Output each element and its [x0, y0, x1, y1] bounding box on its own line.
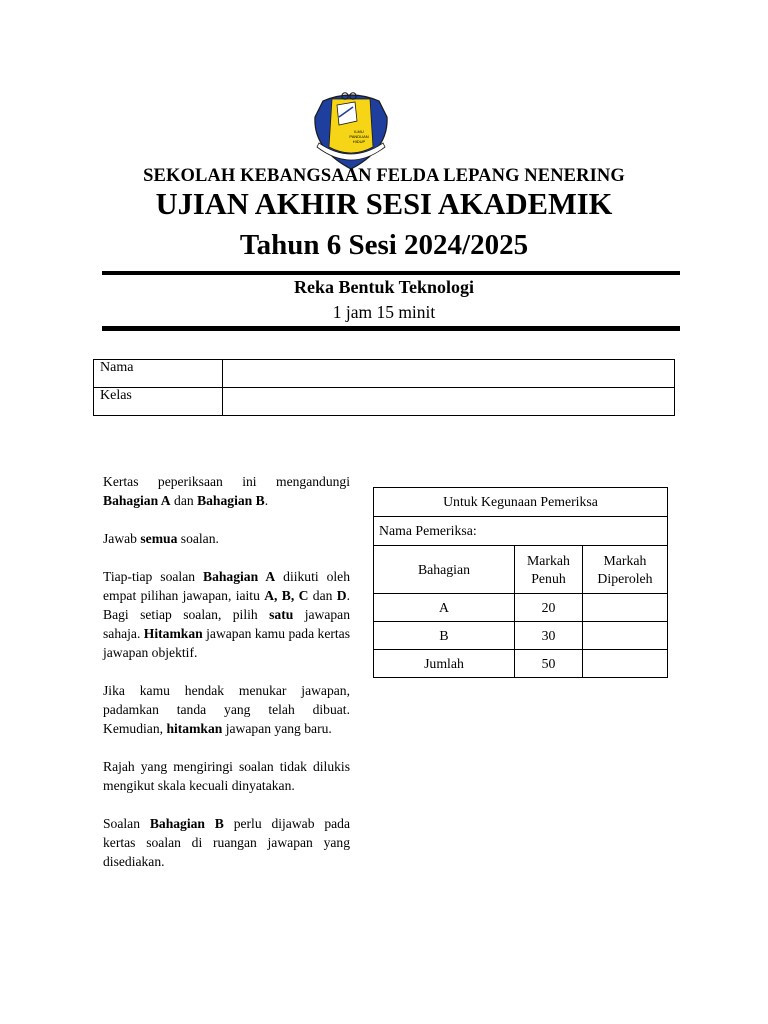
row-obtained-marks[interactable] [583, 594, 668, 622]
instruction-paragraph-3: Tiap-tiap soalan Bahagian A diikuti oleh empat pilihan jawapan, iaitu A, B, C dan D. Bagi setiap soalan, pilih satu jawapan sahaja. Hitamkan jawapan kamu pada kertas jawapan objektif. [103, 569, 351, 660]
bottom-divider [102, 326, 680, 331]
school-crest-logo [309, 87, 393, 171]
subject-name: Reka Bentuk Teknologi [293, 277, 475, 297]
table-row [374, 594, 668, 622]
examiner-table-title: Untuk Kegunaan Pemeriksa [374, 488, 668, 517]
examiner-header-row [374, 546, 668, 594]
name-row [94, 360, 675, 388]
class-field[interactable] [223, 388, 675, 416]
exam-title: UJIAN AKHIR SESI AKADEMIK [155, 187, 613, 221]
instruction-paragraph-5: Rajah yang mengiringi soalan tidak dilukis mengikut skala kecuali dinyatakan. [103, 759, 350, 793]
year-session: Tahun 6 Sesi 2024/2025 [239, 229, 529, 261]
top-divider [102, 271, 680, 275]
instruction-paragraph-4: Jika kamu hendak menukar jawapan, padamkan tanda yang telah dibuat. Kemudian, hitamkan jawapan yang baru. [103, 683, 350, 736]
row-full-marks: 50 [515, 650, 583, 678]
row-full-marks: 30 [515, 622, 583, 650]
class-label: Kelas [94, 388, 223, 416]
name-field[interactable] [223, 360, 675, 388]
class-row [94, 388, 675, 416]
examiner-table-title-row [374, 488, 668, 517]
row-obtained-marks[interactable] [583, 622, 668, 650]
logo-motto-3: HIDUP [352, 139, 366, 144]
exam-duration: 1 jam 15 minit [332, 302, 436, 322]
table-row [374, 622, 668, 650]
row-obtained-marks[interactable] [583, 650, 668, 678]
instruction-paragraph-6: Soalan Bahagian B perlu dijawab pada kertas soalan di ruangan jawapan yang disediakan. [103, 816, 350, 869]
examiner-name-label: Nama Pemeriksa: [374, 517, 668, 546]
header-obtained-marks: Markah Diperoleh [583, 546, 668, 594]
instruction-paragraph-2: Jawab semua soalan. [103, 531, 219, 546]
logo-motto-2: PANDUAN [349, 134, 369, 139]
examiner-table [373, 487, 668, 678]
table-row-total [374, 650, 668, 678]
name-label: Nama [94, 360, 223, 388]
logo-motto-1: ILMU [354, 129, 364, 134]
row-section: A [374, 594, 515, 622]
row-section: B [374, 622, 515, 650]
school-name: SEKOLAH KEBANGSAAN FELDA LEPANG NENERING [143, 166, 625, 186]
row-full-marks: 20 [515, 594, 583, 622]
row-section: Jumlah [374, 650, 515, 678]
student-info-table [93, 359, 675, 416]
header-section: Bahagian [374, 546, 515, 594]
examiner-name-row [374, 517, 668, 546]
header-full-marks: Markah Penuh [515, 546, 583, 594]
instruction-paragraph-1: Kertas peperiksaan ini mengandungi Bahagian A dan Bahagian B. [103, 474, 350, 508]
instructions [103, 472, 350, 890]
